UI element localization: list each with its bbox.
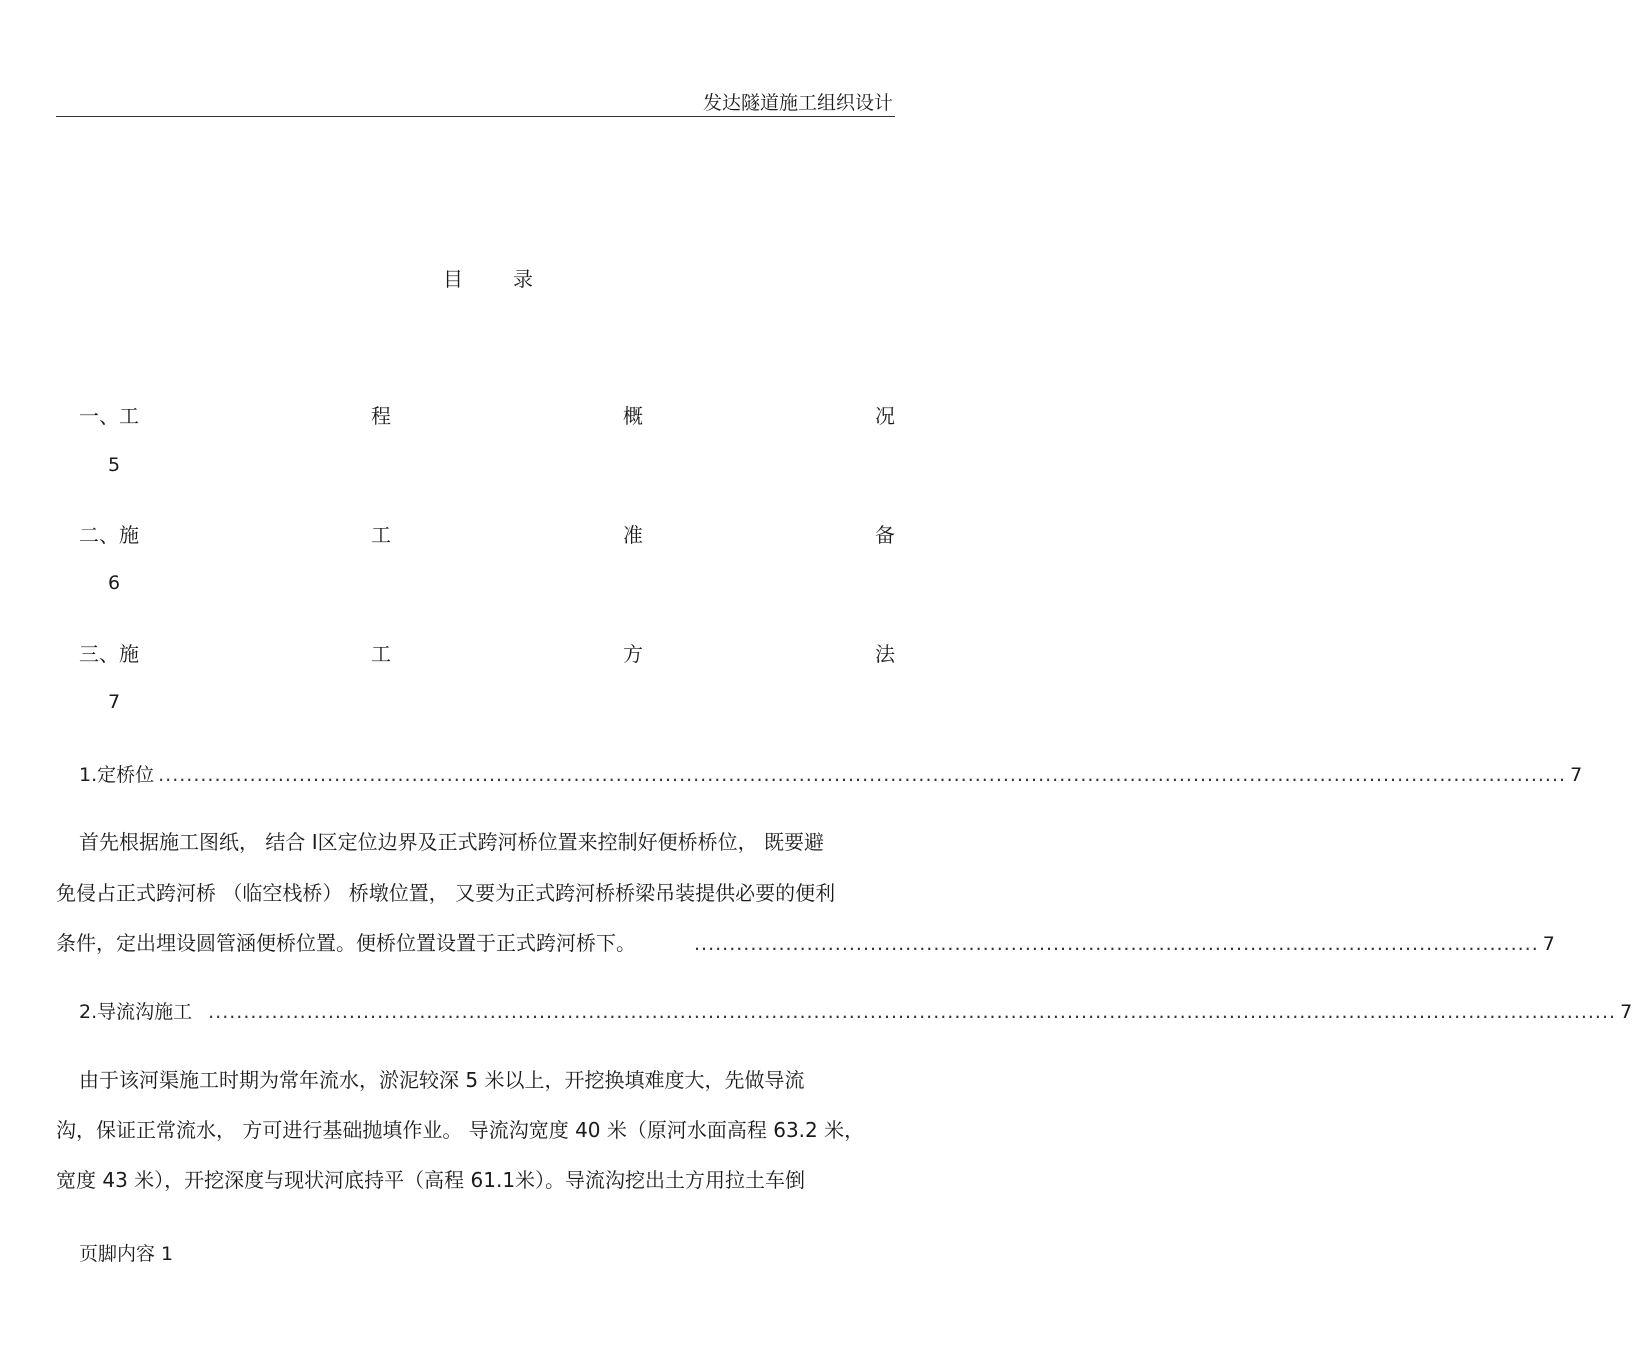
toc-entry-1[interactable] [79, 760, 1583, 787]
toc-entry-2-leader: ........................................................................................................................................................................................................ [208, 1001, 1617, 1023]
header-title: 发达隧道施工组织设计 [702, 92, 893, 114]
toc-section-3-page: 7 [108, 691, 121, 713]
toc-section-2-char-4: 备 [875, 523, 895, 547]
toc-entry-2-label: 2.导流沟施工 [79, 1001, 193, 1023]
toc-section-2-char-2: 工 [371, 523, 391, 547]
para-2-line-1: 由于该河渠施工时期为常年流水，淤泥较深 5 米以上，开挖换填难度大，先做导流 [79, 1068, 805, 1092]
toc-section-3-char-3: 方 [623, 642, 643, 666]
toc-section-3[interactable] [79, 638, 895, 667]
toc-section-1-char-3: 概 [623, 404, 643, 428]
toc-section-3-char-2: 工 [371, 642, 391, 666]
para-2-line-2: 沟，保证正常流水， 方可进行基础抛填作业。 导流沟宽度 40 米（原河水面高程 63.2 米， [56, 1118, 865, 1142]
toc-section-2-char-1: 二、施 [79, 523, 139, 547]
para-1-line-3-text: 条件，定出埋设圆管涵便桥位置。便桥位置设置于正式跨河桥下。 [56, 931, 636, 955]
toc-section-3-char-4: 法 [875, 642, 895, 666]
toc-section-2-char-3: 准 [623, 523, 643, 547]
para-1-leader: ........................................................................................................................ [694, 933, 1539, 955]
toc-entry-1-label: 1.定桥位 [79, 764, 155, 786]
para-1-line-1: 首先根据施工图纸， 结合 Ⅰ区定位边界及正式跨河桥位置来控制好便桥桥位， 既要避 [79, 830, 824, 854]
toc-entry-2-page: 7 [1620, 1001, 1632, 1023]
para-2-line-3: 宽度 43 米），开挖深度与现状河底持平（高程 61.1米）。导流沟挖出土方用拉土车倒 [56, 1168, 806, 1192]
toc-section-1[interactable] [79, 400, 895, 429]
toc-entry-2[interactable] [79, 997, 1632, 1024]
toc-section-1-char-4: 况 [875, 404, 895, 428]
toc-section-1-char-2: 程 [371, 404, 391, 428]
toc-entry-1-leader: ........................................................................................................................................................................................................ [158, 764, 1567, 786]
page-footer: 页脚内容 1 [79, 1243, 174, 1265]
toc-entry-1-page: 7 [1570, 764, 1583, 786]
toc-section-1-page: 5 [108, 454, 121, 476]
toc-section-2-page: 6 [108, 572, 121, 594]
para-1-line-3[interactable] [56, 927, 1555, 956]
para-1-line-2: 免侵占正式跨河桥 （临空栈桥） 桥墩位置， 又要为正式跨河桥桥梁吊装提供必要的便利 [56, 881, 836, 905]
toc-section-2[interactable] [79, 519, 895, 548]
para-1-page: 7 [1542, 933, 1555, 955]
header-divider [56, 116, 895, 117]
toc-title: 目录 [443, 267, 583, 291]
toc-section-3-char-1: 三、施 [79, 642, 139, 666]
toc-section-1-char-1: 一、工 [79, 404, 139, 428]
